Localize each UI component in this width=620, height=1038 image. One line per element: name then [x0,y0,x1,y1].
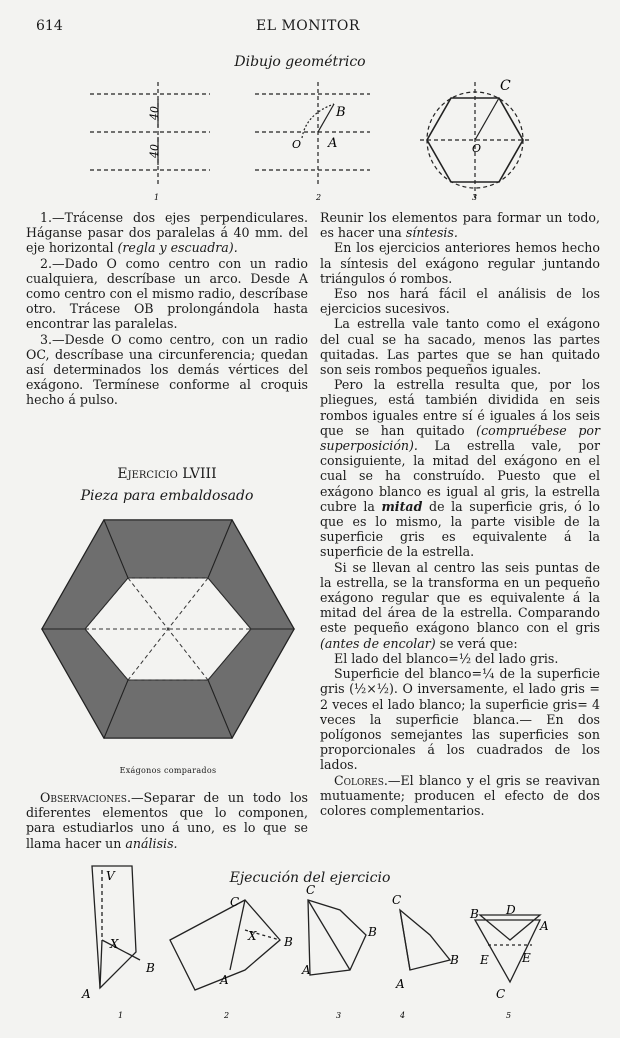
right-column [320,210,600,818]
running-title: EL MONITOR [256,18,360,34]
observations-label: Observaciones. [40,790,131,805]
fig2-label-b: B [336,105,346,120]
exec-label-c2: C [230,895,240,909]
exec-label-a3: A [302,963,311,977]
exec-num-2: 2 [224,1011,230,1020]
paragraph-2: 2.—Dado O como centro con un radio cualquiera, descríbase un arco. Desde A como centro con el mismo radio, descríbase otro. Trácese OB prolongándola hasta encontrar las paralelas. [26,255,308,332]
hexagon-tile-figure [40,516,296,746]
exec-label-a5: A [540,919,549,933]
paragraph-r4: La estrella vale tanto como el exágono del cual se ha sacado, menos las partes quitadas. Las partes que se han quitado son seis rombos pequeños iguales. [320,316,600,378]
exec-label-a2: A [220,973,229,987]
fig2-label-a: A [328,136,338,151]
dim-label-2: 40 [148,144,161,158]
paragraph-colors: Colores.—El blanco y el gris se reavivan mutuamente; producen el efecto de dos colores complementarios. [320,772,600,818]
page-number: 614 [36,18,63,34]
paragraph-3: 3.—Desde O como centro, con un radio OC, descríbase una circunferencia; quedan así determinados los demás vértices del exágono. Termínese conforme al croquis hecho á pulso. [26,331,308,408]
execution-figures [70,860,570,1030]
exec-num-3: 3 [336,1011,342,1020]
figure-caption: Exágonos comparados [119,766,217,775]
fig2-label-o: O [292,138,302,151]
exec-label-b2: B [284,935,293,949]
fig3-label-c: C [500,78,511,94]
paragraph-r8: Superficie del blanco=¼ de la superficie gris (½×½). O inversamente, el lado gris = 2 veces el lado blanco; la superficie gris= 4 veces la superficie blanca.— En dos polígonos semejantes las superficies son proporcionales á los cuadrados de los lados. [320,666,600,773]
exec-label-x2: X [248,929,257,943]
paragraph-r6: Si se llevan al centro las seis puntas de la estrella, se la transforma en un pequeño exágono regular que es equivalente á la mitad del área de la estrella. Comparando este pequeño exágono blanco con el gris (antes de encolar) se verá que: [320,559,600,651]
paragraph-r2: En los ejercicios anteriores hemos hecho la síntesis del exágono regular juntando triángulos ó rombos. [320,240,600,286]
exec-label-c5: C [496,987,506,1001]
exec-label-c4: C [392,893,402,907]
exec-label-b3: B [368,925,377,939]
fig-num-3: 3 [472,193,478,202]
section-title: Dibujo geométrico [234,54,366,70]
exec-label-a1: A [82,987,91,1001]
paragraph-r7: El lado del blanco=½ del lado gris. [334,650,559,666]
exec-label-b1: B [146,961,155,975]
exec-label-d5: D [506,903,516,917]
exec-num-1: 1 [118,1011,124,1020]
exec-label-a4: A [396,977,405,991]
exec-label-x: X [110,937,119,951]
dim-label-1: 40 [148,106,161,120]
exec-num-5: 5 [506,1011,512,1020]
paragraph-r3: Eso nos hará fácil el análisis de los ejercicios sucesivos. [320,286,600,317]
exec-label-b4: B [450,953,459,967]
exec-label-v: V [106,869,115,883]
observations: Observaciones.—Separar de un todo los diferentes elementos que lo componen, para estudiarlos uno á uno, es lo que se llama hacer un análisis. [26,790,308,851]
paragraph-1: 1.—Trácense dos ejes perpendiculares. Háganse pasar dos paralelas á 40 mm. del eje horizontal (regla y escuadra). [26,210,308,256]
exec-num-4: 4 [400,1011,406,1020]
exec-label-b5: B [470,907,479,921]
exec-label-c3: C [306,883,316,897]
exec-label-e5b: E [522,951,531,965]
fig-num-1: 1 [154,193,160,202]
exec-label-e5a: E [480,953,489,967]
bottom-section-title: Ejecución del ejercicio [229,870,391,886]
exercise-heading: Ejercicio LVIII [117,466,217,482]
top-figures [80,72,540,202]
paragraph-r5: Pero la estrella resulta que, por los pliegues, está también dividida en seis rombos iguales entre sí é iguales á los seis que se han quitado (compruébese por superposición). La estrella vale, por consiguiente, la mitad del exágono en el cual se ha construído. Puesto que el exágono blanco es igual al gris, la estrella cubre la mitad de la superficie gris, ó lo que es lo mismo, la parte visible de la superficie gris es equivalente á la superficie de la estrella. [320,377,600,560]
exercise-subtitle: Pieza para embaldosado [80,488,254,504]
fig-num-2: 2 [316,193,322,202]
paragraph-r1: Reunir los elementos para formar un todo, es hacer una síntesis. [320,210,600,241]
left-column [26,210,308,408]
fig3-label-o: O [472,142,482,155]
